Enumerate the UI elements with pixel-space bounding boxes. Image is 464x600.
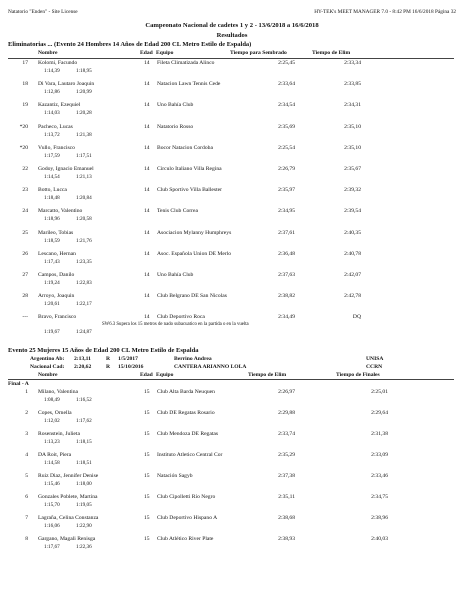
seed-time: 2:34,54	[278, 102, 295, 109]
place-cell: 26	[22, 250, 28, 257]
final-time: 2:40,35	[344, 229, 361, 236]
final-a-heading: Final - A	[8, 381, 29, 387]
team-cell: Natatorio Rosso	[157, 123, 194, 130]
final-time: 2:33,85	[344, 81, 361, 88]
split-2: 1:22,36	[76, 544, 92, 550]
record-2-date: 15/10/2016	[118, 364, 144, 370]
s1-col-age: Edad	[140, 50, 153, 56]
split-1: 1:19,24	[44, 280, 60, 286]
swimmer-name: Lescano, Hernan	[38, 250, 76, 257]
dq-note: SW6.3 Supera los 15 metros de nado subacuatico en la partida o en la vuelta	[102, 321, 249, 327]
place-cell: 7	[25, 515, 28, 521]
final-time: 2:35,67	[344, 166, 361, 172]
s1-col-team: Equipo	[156, 50, 174, 56]
record-2-code: R	[106, 364, 111, 370]
split-1: 1:17,67	[44, 544, 60, 550]
s1-col-seed: Tiempo para Sembrado	[230, 50, 287, 56]
final-time: 2:33,34	[344, 60, 361, 66]
s2-col-seed: Tiempo de Elim	[248, 372, 287, 378]
split-2: 1:20,58	[76, 216, 92, 223]
place-cell: 28	[22, 293, 28, 300]
split-1: 1:16,06	[44, 523, 60, 529]
header-license: Natatorio "Enden" - Site License	[8, 9, 78, 15]
place-cell: 6	[25, 494, 28, 500]
split-2: 1:21,76	[76, 237, 92, 244]
swimmer-name: Milano, Valentina	[38, 389, 78, 395]
split-2: 1:22,83	[76, 280, 92, 286]
team-cell: Circulo Italiano Villa Regina	[157, 166, 222, 172]
split-1: 1:13,72	[44, 131, 60, 138]
seed-time: 2:38,82	[278, 293, 295, 300]
record-1-org: UNISA	[366, 356, 384, 362]
team-cell: Bocor Natacion Cordoba	[157, 144, 213, 151]
record-2-time: 2:20,62	[74, 364, 92, 370]
swimmer-name: Godoy, Ignacio Emanuel	[38, 166, 94, 172]
seed-time: 2:34,49	[278, 314, 295, 321]
seed-time: 2:35,97	[278, 187, 295, 194]
team-cell: Asociacion Mylanny Humphreys	[157, 229, 232, 236]
age-cell: 14	[144, 102, 150, 109]
age-cell: 15	[144, 473, 150, 479]
split-1: 1:14,03	[44, 110, 60, 117]
team-cell: Uno Bahía Club	[157, 272, 194, 278]
team-cell: Club Sportivo Villa Ballester	[157, 187, 222, 194]
team-cell: Instituto Atletico Central Cor	[157, 452, 223, 458]
split-1: 1:14,54	[44, 174, 60, 180]
split-2: 1:20,99	[76, 89, 92, 96]
seed-time: 2:26,97	[278, 389, 295, 395]
swimmer-name: Kazantiz, Ezequiel	[38, 102, 81, 109]
split-2: 1:21,13	[76, 174, 92, 180]
team-cell: Club DE Regatas Rosario	[157, 410, 215, 416]
seed-time: 2:29,88	[278, 410, 295, 416]
split-2: 1:21,38	[76, 131, 92, 138]
split-1: 1:13,23	[44, 439, 60, 445]
age-cell: 15	[144, 410, 150, 416]
split-1: 1:19,67	[44, 329, 60, 336]
event24-heading: Eliminatorias ... (Evento 24 Hombres 14 Años de Edad 200 CL Metro Estilo de Espalda)	[8, 41, 252, 48]
split-1: 1:08,49	[44, 397, 60, 403]
final-time: 2:42,07	[344, 272, 361, 278]
swimmer-name: Di Vara, Lautaro Joaquin	[38, 81, 95, 88]
split-1: 1:20,61	[44, 301, 60, 308]
split-1: 1:14,39	[44, 68, 60, 74]
record-1-date: 1/5/2017	[118, 356, 138, 362]
swimmer-name: Marcatto, Valentino	[38, 208, 83, 215]
split-2: 1:16,52	[76, 397, 92, 403]
split-1: 1:15,70	[44, 502, 60, 508]
swimmer-name: Lagraña, Celina Constanza	[38, 515, 99, 521]
s1-header-rule	[8, 58, 454, 59]
place-cell: 4	[25, 452, 28, 458]
s1-col-name: Nombre	[38, 50, 58, 56]
place-cell: 8	[25, 536, 28, 542]
team-cell: Club Cipolletti Río Negro	[157, 494, 216, 500]
seed-time: 2:25,45	[278, 60, 295, 66]
team-cell: Club Alta Barda Neuquen	[157, 389, 215, 395]
record-1-code: R	[106, 356, 111, 362]
s2-col-name: Nombre	[38, 372, 58, 378]
split-2: 1:17,62	[76, 418, 92, 424]
seed-time: 2:35,29	[278, 452, 295, 458]
swimmer-name: DA Roit, Piera	[38, 452, 72, 458]
swimmer-name: Bravo, Francisco	[38, 314, 77, 321]
team-cell: Asoc. Española Union DE Merlo	[157, 250, 232, 257]
place-cell: 3	[25, 431, 28, 437]
final-time: 2:31,38	[371, 431, 388, 437]
swimmer-name: Rosenstein, Julieta	[38, 431, 80, 437]
place-cell: 1	[25, 389, 28, 395]
team-cell: Club Mendoza DE Regatas	[157, 431, 219, 437]
team-cell: Uno Bahía Club	[157, 102, 194, 109]
split-2: 1:24,87	[76, 329, 92, 336]
record-1-label: Argentino Ab:	[30, 356, 65, 362]
team-cell: Club Deportivo Roca	[157, 314, 205, 321]
split-2: 1:18,51	[76, 460, 92, 466]
split-1: 1:17,43	[44, 258, 60, 265]
split-1: 1:15,46	[44, 481, 60, 487]
final-time: 2:39,54	[344, 208, 361, 215]
split-2: 1:17,51	[76, 152, 92, 159]
age-cell: 14	[144, 187, 150, 194]
seed-time: 2:26,79	[278, 166, 295, 172]
final-time: 2:42,78	[344, 293, 361, 300]
seed-time: 2:37,63	[278, 272, 295, 278]
seed-time: 2:33,74	[278, 431, 295, 437]
place-cell: ---	[22, 314, 28, 321]
split-2: 1:22,90	[76, 523, 92, 529]
s2-col-final: Tiempo de Finales	[336, 372, 380, 378]
final-time: 2:38,96	[371, 515, 388, 521]
age-cell: 14	[144, 229, 150, 236]
page-subtitle: Resultados	[216, 32, 248, 39]
final-time: 2:35,10	[344, 123, 361, 130]
team-cell: Fileta Climatizada Alinco	[157, 60, 215, 66]
s2-col-age: Edad	[140, 372, 153, 378]
team-cell: Club Atlético River Plate	[157, 536, 214, 542]
final-time: 2:34,75	[371, 494, 388, 500]
place-cell: 22	[22, 166, 28, 172]
team-cell: Club Belgrano DE San Nicolas	[157, 293, 227, 300]
s1-col-final: Tiempo de Elim	[312, 50, 351, 56]
split-2: 1:19,05	[76, 502, 92, 508]
swimmer-name: Campos, Danilo	[38, 272, 75, 278]
split-1: 1:18,59	[44, 237, 60, 244]
seed-time: 2:33,64	[278, 81, 295, 88]
place-cell: 18	[22, 81, 28, 88]
swimmer-name: Pacheco, Lucas	[38, 123, 73, 130]
age-cell: 14	[144, 208, 150, 215]
seed-time: 2:37,38	[278, 473, 295, 479]
final-time: 2:39,32	[344, 187, 361, 194]
team-cell: Tenis Club Correa	[157, 208, 198, 215]
page-title: Campeonato Nacional de cadetes 1 y 2 - 13/6/2018 a 16/6/2018	[145, 22, 319, 29]
place-cell: 2	[25, 410, 28, 416]
age-cell: 14	[144, 166, 150, 172]
split-1: 1:17,59	[44, 152, 60, 159]
age-cell: 15	[144, 452, 150, 458]
swimmer-name: Gargano, Magali Renisga	[38, 536, 96, 542]
swimmer-name: Copes, Ornella	[38, 410, 72, 416]
record-1-time: 2:13,11	[74, 356, 91, 362]
final-time: 2:35,10	[344, 144, 361, 151]
split-1: 1:18,96	[44, 216, 60, 223]
swimmer-name: Vullo, Francisco	[38, 144, 75, 151]
record-2-label: Nacional Cad:	[30, 364, 65, 370]
split-1: 1:12,86	[44, 89, 60, 96]
seed-time: 2:35,11	[278, 494, 295, 500]
seed-time: 2:38,68	[278, 515, 295, 521]
team-cell: Natacion Lawn Tennis Cede	[157, 81, 221, 88]
age-cell: 14	[144, 314, 150, 321]
split-2: 1:23,35	[76, 258, 92, 265]
split-1: 1:12,02	[44, 418, 60, 424]
s2-col-team: Equipo	[156, 372, 174, 378]
header-meet-manager: HY-TEK's MEET MANAGER 7.0 - 8:42 PM 16/6/2018 Página 32	[314, 9, 456, 15]
final-time: 2:40,78	[344, 250, 361, 257]
final-time: 2:33,09	[371, 452, 388, 458]
seed-time: 2:25,54	[278, 144, 295, 151]
split-2: 1:20,84	[76, 195, 92, 202]
final-time: DQ	[352, 314, 361, 321]
place-cell: *20	[19, 123, 28, 130]
age-cell: 14	[144, 81, 150, 88]
age-cell: 14	[144, 250, 150, 257]
age-cell: 15	[144, 515, 150, 521]
seed-time: 2:34,95	[278, 208, 295, 215]
record-1-holder: Berrino Andrea	[174, 356, 212, 362]
split-2: 1:20,28	[76, 110, 92, 117]
final-time: 2:34,31	[344, 102, 361, 109]
swimmer-name: Marileo, Tobias	[38, 229, 74, 236]
age-cell: 15	[144, 536, 150, 542]
age-cell: 14	[144, 272, 150, 278]
place-cell: 17	[22, 60, 28, 66]
seed-time: 2:37,61	[278, 229, 295, 236]
s2-header-rule	[8, 379, 454, 380]
split-1: 1:14,58	[44, 460, 60, 466]
age-cell: 14	[144, 293, 150, 300]
final-time: 2:25,01	[371, 389, 388, 395]
record-2-org: CCRN	[366, 364, 383, 370]
swimmer-name: Gonzales Poblete, Martina	[38, 494, 98, 500]
event25-heading: Evento 25 Mujeres 15 Años de Edad 200 CL Metro Estilo de Espalda	[8, 347, 199, 354]
record-2-holder: CANTERA ARIANNO LOLA	[174, 364, 247, 370]
swimmer-name: Ruiz Diaz, Jennifer Denise	[38, 473, 99, 479]
age-cell: 15	[144, 431, 150, 437]
team-cell: Club Deportivo Hispano A	[157, 515, 218, 521]
final-time: 2:29,64	[371, 410, 388, 416]
split-2: 1:18,00	[76, 481, 92, 487]
swimmer-name: Arroyo, Joaquin	[38, 293, 75, 300]
place-cell: *20	[19, 144, 28, 151]
place-cell: 5	[25, 473, 28, 479]
swimmer-name: Botto, Lucca	[38, 187, 67, 194]
age-cell: 15	[144, 389, 150, 395]
age-cell: 14	[144, 144, 150, 151]
place-cell: 19	[22, 102, 28, 109]
place-cell: 24	[22, 208, 28, 215]
seed-time: 2:36,48	[278, 250, 295, 257]
team-cell: Natación Sagyb	[157, 473, 193, 479]
age-cell: 14	[144, 60, 150, 66]
swimmer-name: Kolomi, Facundo	[38, 60, 78, 66]
final-time: 2:33,46	[371, 473, 388, 479]
seed-time: 2:38,93	[278, 536, 295, 542]
split-2: 1:22,17	[76, 301, 92, 308]
split-2: 1:18,95	[76, 68, 92, 74]
place-cell: 25	[22, 229, 28, 236]
age-cell: 14	[144, 123, 150, 130]
age-cell: 15	[144, 494, 150, 500]
final-time: 2:40,03	[371, 536, 388, 542]
split-1: 1:18,48	[44, 195, 60, 202]
split-2: 1:18,15	[76, 439, 92, 445]
seed-time: 2:35,69	[278, 123, 295, 130]
place-cell: 23	[22, 187, 28, 194]
place-cell: 27	[22, 272, 28, 278]
